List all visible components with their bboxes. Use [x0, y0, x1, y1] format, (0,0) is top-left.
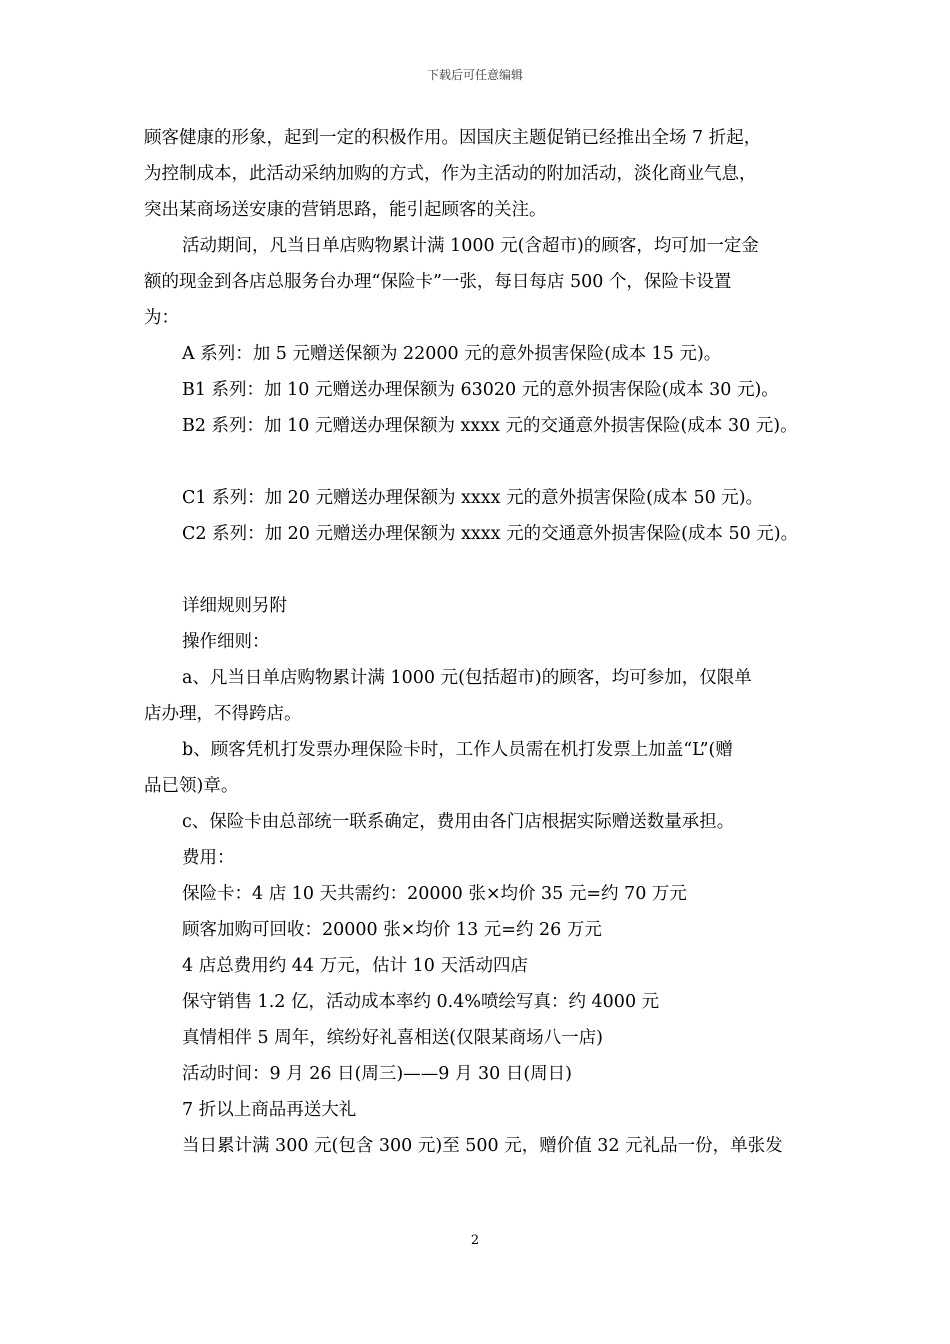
- cost-line: 保险卡：4 店 10 天共需约：20000 张×均价 35 元=约 70 万元: [182, 884, 687, 904]
- spacer: [144, 448, 820, 484]
- cost-line: 4 店总费用约 44 万元，估计 10 天活动四店: [182, 956, 528, 976]
- spacer: [144, 556, 820, 592]
- paragraph-line: 7 折以上商品再送大礼: [182, 1100, 357, 1120]
- page-header: 下载后可任意编辑: [426, 68, 523, 82]
- paragraph-line: 店办理，不得跨店。: [144, 704, 302, 724]
- paragraph-line: 为控制成本，此活动采纳加购的方式，作为主活动的附加活动，淡化商业气息，: [144, 164, 757, 184]
- paragraph-line: 顾客健康的形象，起到一定的积极作用。因国庆主题促销已经推出全场 7 折起，: [144, 128, 762, 148]
- paragraph-line: 为：: [144, 308, 179, 328]
- series-c1-line: C1 系列：加 20 元赠送办理保额为 xxxx 元的意外损害保险(成本 50 元)。: [182, 488, 764, 508]
- cost-line: 顾客加购可回收：20000 张×均价 13 元=约 26 万元: [182, 920, 602, 940]
- paragraph-line: 详细规则另附: [182, 596, 287, 616]
- rule-b-line: b、顾客凭机打发票办理保险卡时，工作人员需在机打发票上加盖“L”(赠: [182, 740, 733, 760]
- series-c2-line: C2 系列：加 20 元赠送办理保额为 xxxx 元的交通意外损害保险(成本 50 元)。: [182, 524, 799, 544]
- page-number: 2: [470, 1233, 480, 1248]
- paragraph-line: 活动期间，凡当日单店购物累计满 1000 元(含超市)的顾客，均可加一定金: [182, 236, 759, 256]
- series-b1-line: B1 系列：加 10 元赠送办理保额为 63020 元的意外损害保险(成本 30 元)。: [182, 380, 779, 400]
- paragraph-line: 品已领)章。: [144, 776, 239, 796]
- activity-time: 活动时间：9 月 26 日(周三)——9 月 30 日(周日): [182, 1064, 572, 1084]
- cost-line: 保守销售 1.2 亿，活动成本率约 0.4%喷绘写真：约 4000 元: [182, 992, 660, 1012]
- section-heading: 操作细则：: [182, 632, 270, 652]
- series-a-line: A 系列：加 5 元赠送保额为 22000 元的意外损害保险(成本 15 元)。: [182, 344, 722, 364]
- activity-title: 真情相伴 5 周年，缤纷好礼喜相送(仅限某商场八一店): [182, 1028, 603, 1048]
- rule-a-line: a、凡当日单店购物累计满 1000 元(包括超市)的顾客，均可参加，仅限单: [182, 668, 752, 688]
- section-heading: 费用：: [182, 848, 235, 868]
- paragraph-line: 突出某商场送安康的营销思路，能引起顾客的关注。: [144, 200, 547, 220]
- paragraph-line: 当日累计满 300 元(包含 300 元)至 500 元，赠价值 32 元礼品一份，单张发: [182, 1136, 783, 1156]
- document-body: [144, 124, 820, 1168]
- rule-c-line: c、保险卡由总部统一联系确定，费用由各门店根据实际赠送数量承担。: [182, 812, 735, 832]
- paragraph-line: 额的现金到各店总服务台办理“保险卡”一张，每日每店 500 个，保险卡设置: [144, 272, 732, 292]
- series-b2-line: B2 系列：加 10 元赠送办理保额为 xxxx 元的交通意外损害保险(成本 30 元)。: [182, 416, 798, 436]
